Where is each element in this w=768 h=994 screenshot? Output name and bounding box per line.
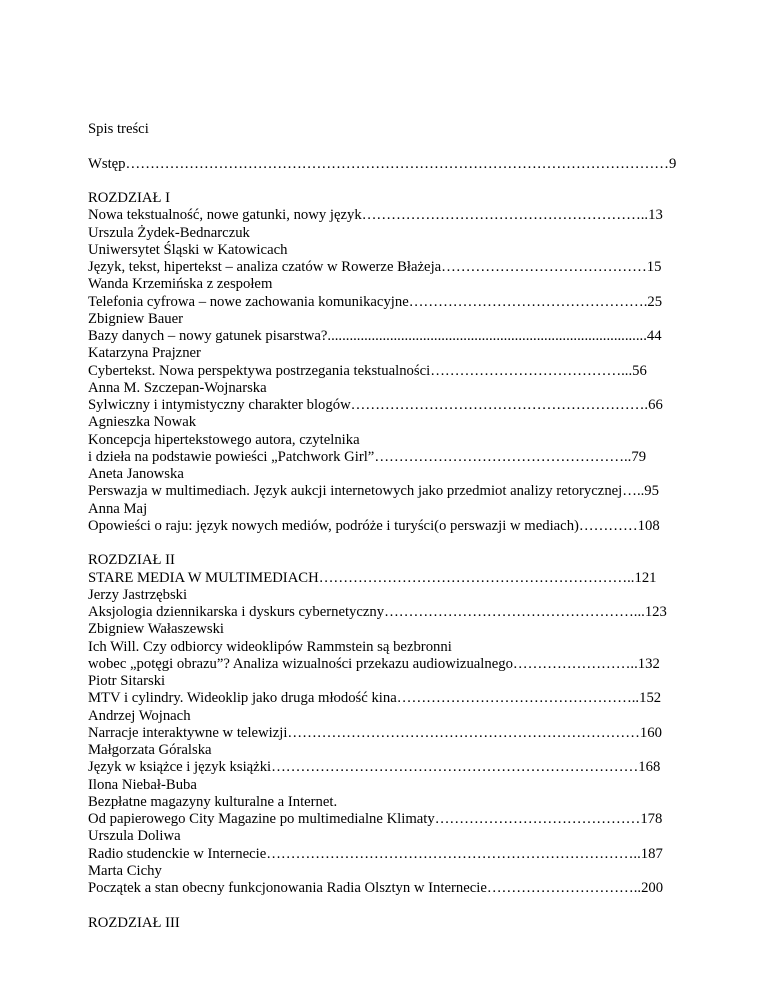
toc-line: Język, tekst, hipertekst – analiza czatów w Rowerze Błażeja……………………………………15 [88,259,662,275]
spacer [88,173,688,190]
toc-line: wobec „potęgi obrazu”? Analiza wizualności przekazu audiowizualnego……………………..132 [88,655,660,672]
toc-line: Andrzej Wojnach [88,707,191,724]
toc-line: Marta Cichy [88,862,162,879]
toc-line: Narracje interaktywne w telewizji………………………………………………………………160 [88,724,662,741]
spacer [88,535,688,552]
toc-line: Sylwiczny i intymistyczny charakter blogów…………………………………………………….66 [88,397,663,413]
toc-line: Bezpłatne magazyny kulturalne a Internet. [88,793,338,810]
spacer [88,138,688,155]
toc-line: Piotr Sitarski [88,673,166,689]
chapter-entries [88,570,688,898]
chapter-heading: ROZDZIAŁ I [88,190,170,206]
toc-line: Opowieści o raju: język nowych mediów, podróże i turyści(o perswazji w mediach)…………108 [88,517,660,534]
toc-line: Zbigniew Bauer [88,310,184,327]
toc-line: Telefonia cyfrowa – nowe zachowania komunikacyjne………………………………………….25 [88,293,663,310]
toc-line: Katarzyna Prajzner [88,345,201,362]
toc-line: Cybertekst. Nowa perspektywa postrzegania tekstualności…………………………………...56 [88,362,647,379]
toc-line: Ich Will. Czy odbiorcy wideoklipów Rammstein są bezbronni [88,638,452,655]
toc-line: Radio studenckie w Internecie…………………………………………………………………..187 [88,845,663,862]
toc-line: Anna Maj [88,500,148,517]
toc-line: Jerzy Jastrzębski [88,586,188,603]
toc-line: Agnieszka Nowak [88,414,197,431]
toc-line: Aksjologia dziennikarska i dyskurs cybernetyczny……………………………………………...123 [88,604,667,620]
toc-line: Anna M. Szczepan-Wojnarska [88,379,267,396]
toc-line: Wanda Krzemińska z zespołem [88,276,273,293]
toc-line: i dzieła na podstawie powieści „Patchwork Girl”……………………………………………..79 [88,448,647,465]
toc-line: Urszula Doliwa [88,828,181,845]
toc-line: Perswazja w multimediach. Język aukcji internetowych jako przedmiot analizy retorycznej…..95 [88,483,659,500]
toc-line: Koncepcja hipertekstowego autora, czytelnika [88,431,360,448]
toc-line: Początek a stan obecny funkcjonowania Radia Olsztyn w Internecie…………………………..200 [88,880,664,896]
toc-line: Od papierowego City Magazine po multimedialne Klimaty……………………………………178 [88,811,663,827]
toc-line: Małgorzata Góralska [88,742,212,758]
spacer [88,897,688,914]
page-title: Spis treści [88,121,149,137]
toc-line: Zbigniew Wałaszewski [88,621,225,638]
toc-line: Aneta Janowska [88,466,184,482]
chapter-entries [88,207,688,535]
toc-line: MTV i cylindry. Wideoklip jako druga młodość kina…………………………………………..152 [88,690,662,707]
chapter-heading: ROZDZIAŁ II [88,552,175,569]
chapter-heading: ROZDZIAŁ III [88,914,180,931]
table-of-contents [88,121,688,932]
toc-line: Urszula Żydek-Bednarczuk [88,224,250,241]
toc-line: Bazy danych – nowy gatunek pisarstwa?.......................................................................................44 [88,328,662,344]
toc-line: STARE MEDIA W MULTIMEDIACH………………………………………………………..121 [88,569,657,586]
toc-line: Język w książce i język książki…………………………………………………………………168 [88,759,661,776]
toc-entry-intro: Wstęp…………………………………………………………………………………………………9 [88,155,677,172]
toc-line: Uniwersytet Śląski w Katowicach [88,241,288,258]
toc-line: Nowa tekstualność, nowe gatunki, nowy język…………………………………………………..13 [88,207,663,224]
toc-line: Ilona Niebał-Buba [88,776,197,793]
